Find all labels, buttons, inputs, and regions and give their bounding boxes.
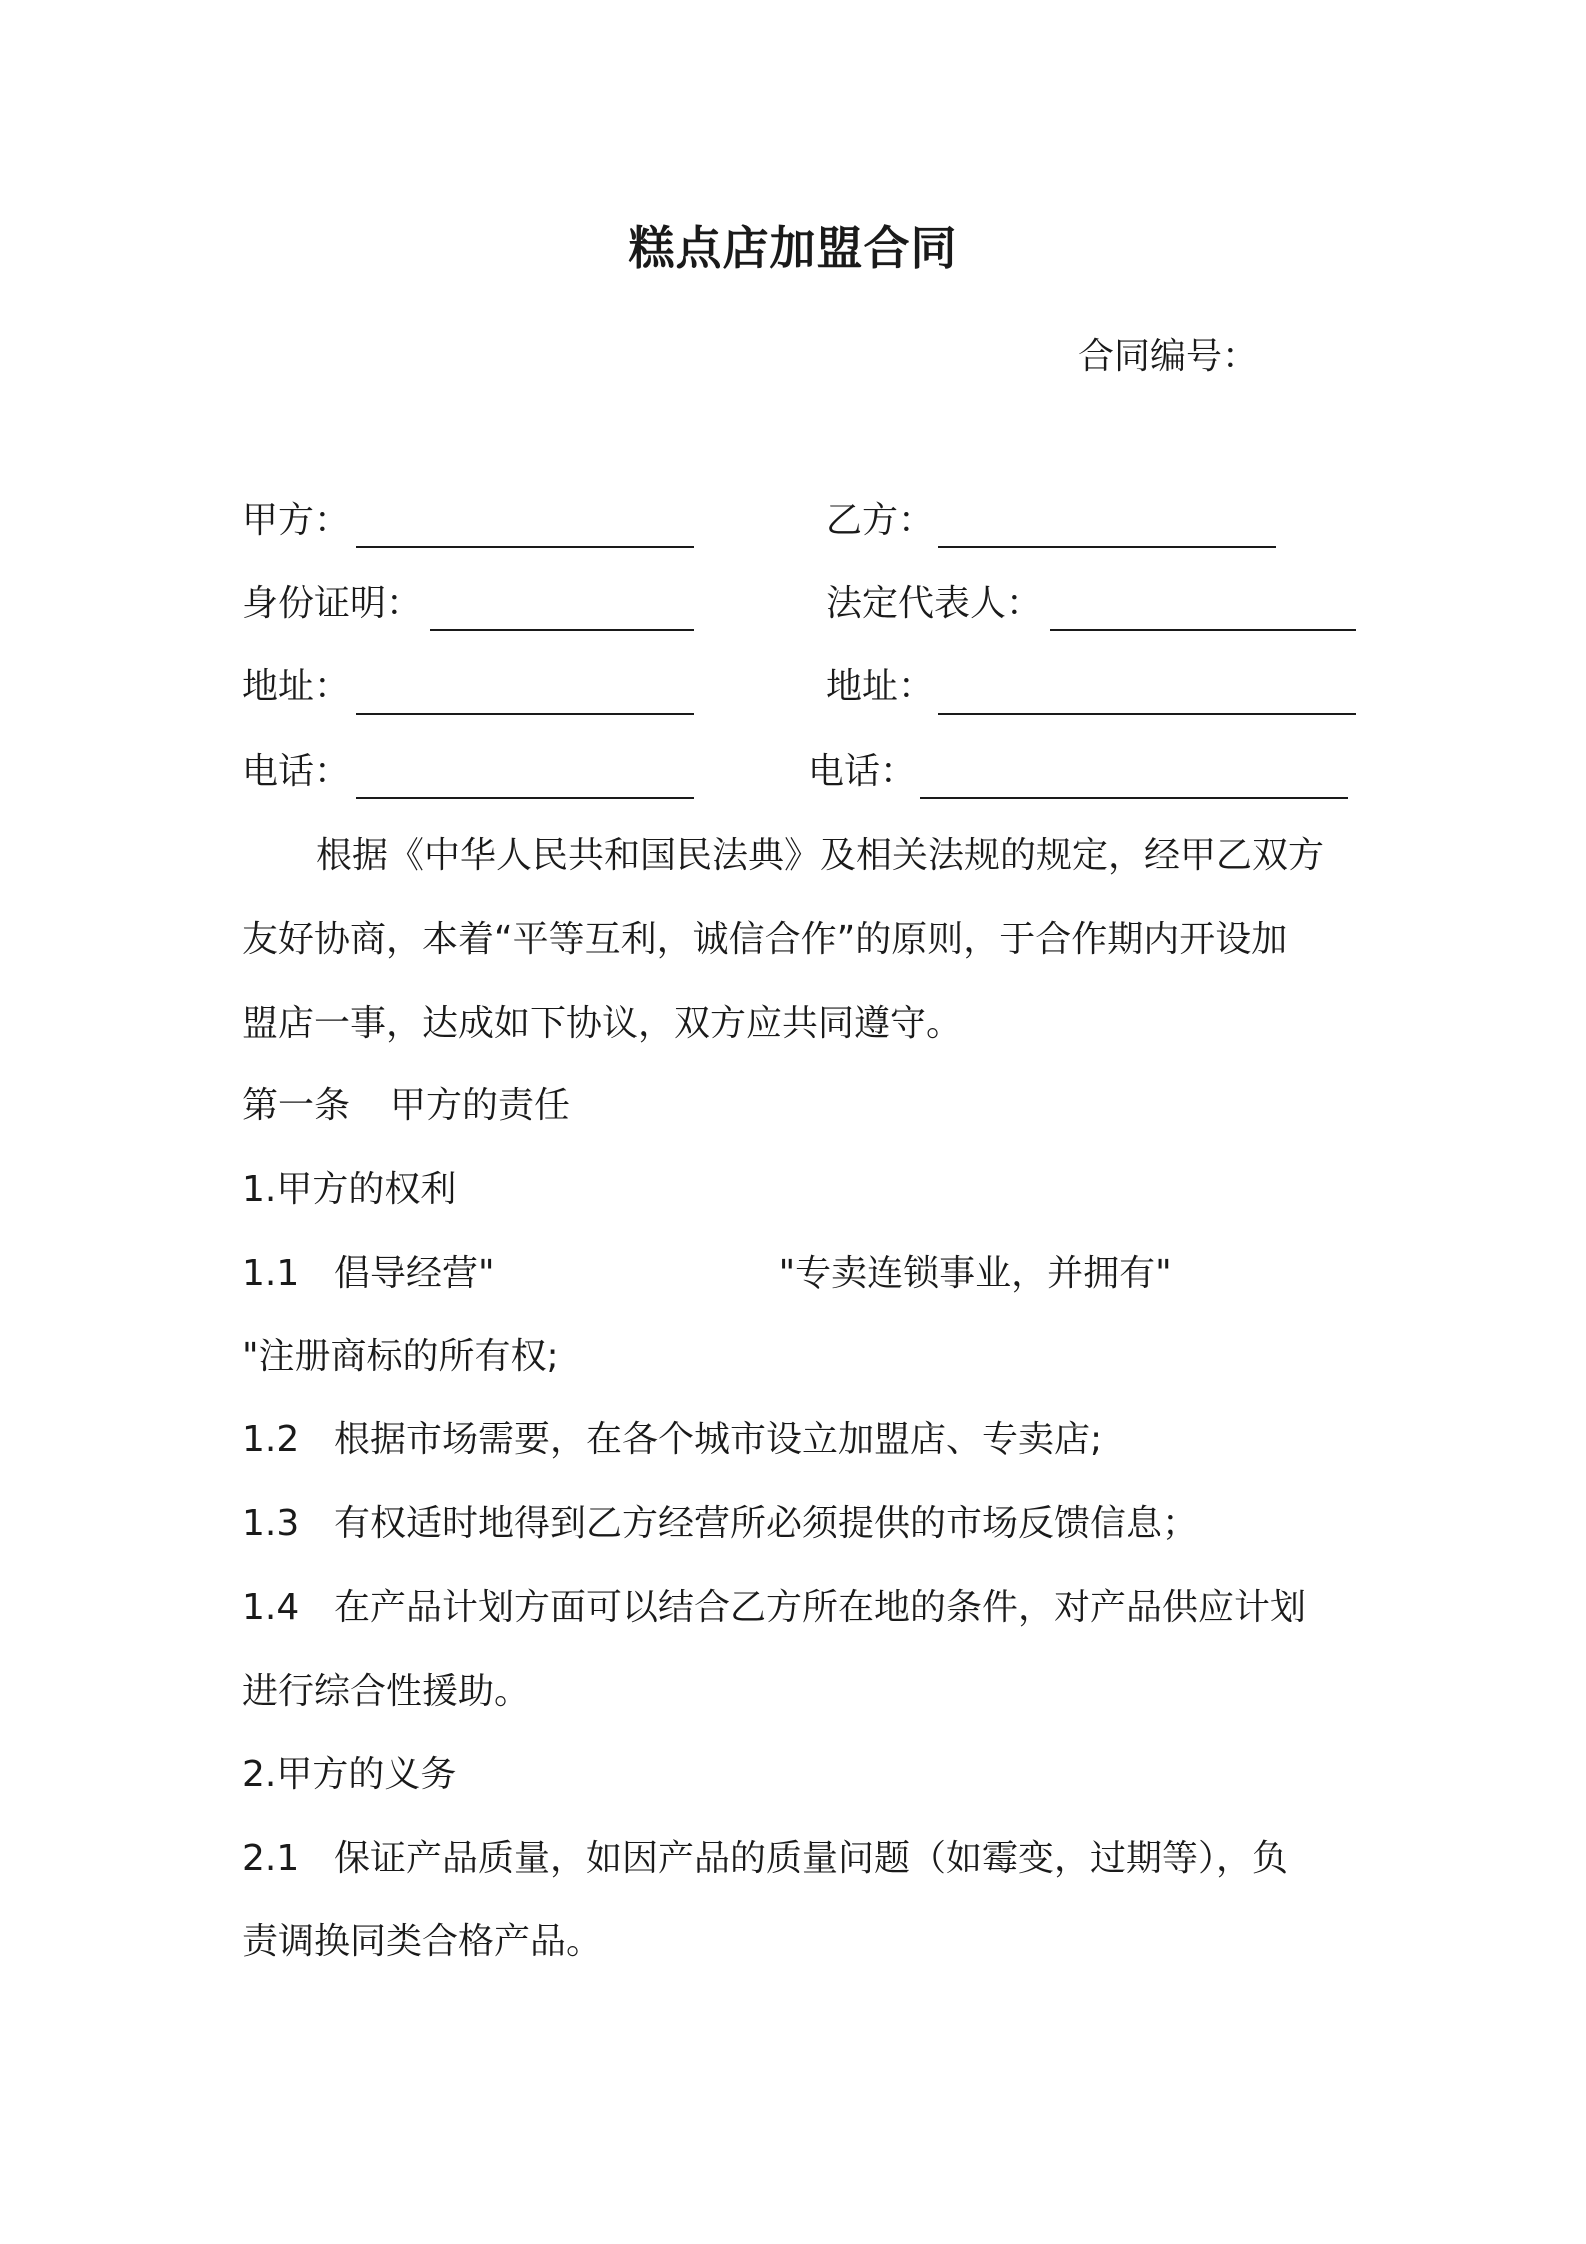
article-1-title: 甲方的责任	[390, 1085, 571, 1126]
clause-1-1-continued: "注册商标的所有权;	[242, 1336, 559, 1377]
party-b-label: 乙方：	[826, 500, 935, 541]
party-a-label: 甲方：	[242, 500, 351, 541]
address-a-blank[interactable]	[356, 713, 694, 715]
address-a-label: 地址：	[242, 666, 351, 707]
duties-heading: 2.甲方的义务	[242, 1754, 457, 1795]
preamble-line-3: 盟店一事，达成如下协议，双方应共同遵守。	[242, 1003, 963, 1044]
clause-1-3-text: 有权适时地得到乙方经营所必须提供的市场反馈信息；	[334, 1503, 1199, 1544]
phone-a-label: 电话：	[242, 751, 351, 792]
clause-1-3-number: 1.3	[242, 1503, 300, 1544]
article-1-heading	[242, 1084, 570, 1128]
contract-number-label: 合同编号：	[1078, 336, 1259, 377]
party-a-blank[interactable]	[356, 546, 694, 548]
clause-1-4-number: 1.4	[242, 1587, 300, 1628]
preamble-line-1: 根据《中华人民共和国民法典》及相关法规的规定，经甲乙双方	[316, 835, 1325, 876]
clause-1-4-continued: 进行综合性援助。	[242, 1671, 531, 1712]
rights-heading: 1.甲方的权利	[242, 1169, 457, 1210]
clause-1-2-number: 1.2	[242, 1419, 300, 1460]
clause-1-1	[242, 1252, 1172, 1296]
clause-1-4-text: 在产品计划方面可以结合乙方所在地的条件，对产品供应计划	[334, 1587, 1307, 1628]
party-b-blank[interactable]	[938, 546, 1276, 548]
phone-b-blank[interactable]	[920, 797, 1348, 799]
id-blank[interactable]	[430, 629, 694, 631]
legal-rep-label: 法定代表人：	[826, 583, 1043, 624]
address-b-blank[interactable]	[938, 713, 1356, 715]
id-label: 身份证明：	[242, 583, 423, 624]
clause-1-1-number: 1.1	[242, 1253, 300, 1294]
legal-rep-blank[interactable]	[1050, 629, 1356, 631]
document-title: 糕点店加盟合同	[628, 221, 958, 275]
clause-1-2	[242, 1418, 1102, 1462]
phone-a-blank[interactable]	[356, 797, 694, 799]
clause-2-1-number: 2.1	[242, 1838, 300, 1879]
clause-2-1-continued: 责调换同类合格产品。	[242, 1921, 603, 1962]
clause-2-1-text: 保证产品质量，如因产品的质量问题（如霉变，过期等），负	[334, 1838, 1289, 1879]
clause-1-1-text-b: "专卖连锁事业，并拥有"	[778, 1253, 1172, 1294]
article-1-number: 第一条	[242, 1085, 351, 1126]
address-b-label: 地址：	[826, 666, 935, 707]
clause-2-1	[242, 1837, 1288, 1881]
clause-1-4	[242, 1586, 1306, 1630]
phone-b-label: 电话：	[808, 751, 917, 792]
clause-1-1-text-a: 倡导经营"	[334, 1253, 495, 1294]
clause-1-2-text: 根据市场需要，在各个城市设立加盟店、专卖店;	[334, 1419, 1103, 1460]
preamble-line-2: 友好协商，本着“平等互利，诚信合作”的原则，于合作期内开设加	[242, 919, 1288, 960]
clause-1-3	[242, 1502, 1198, 1546]
